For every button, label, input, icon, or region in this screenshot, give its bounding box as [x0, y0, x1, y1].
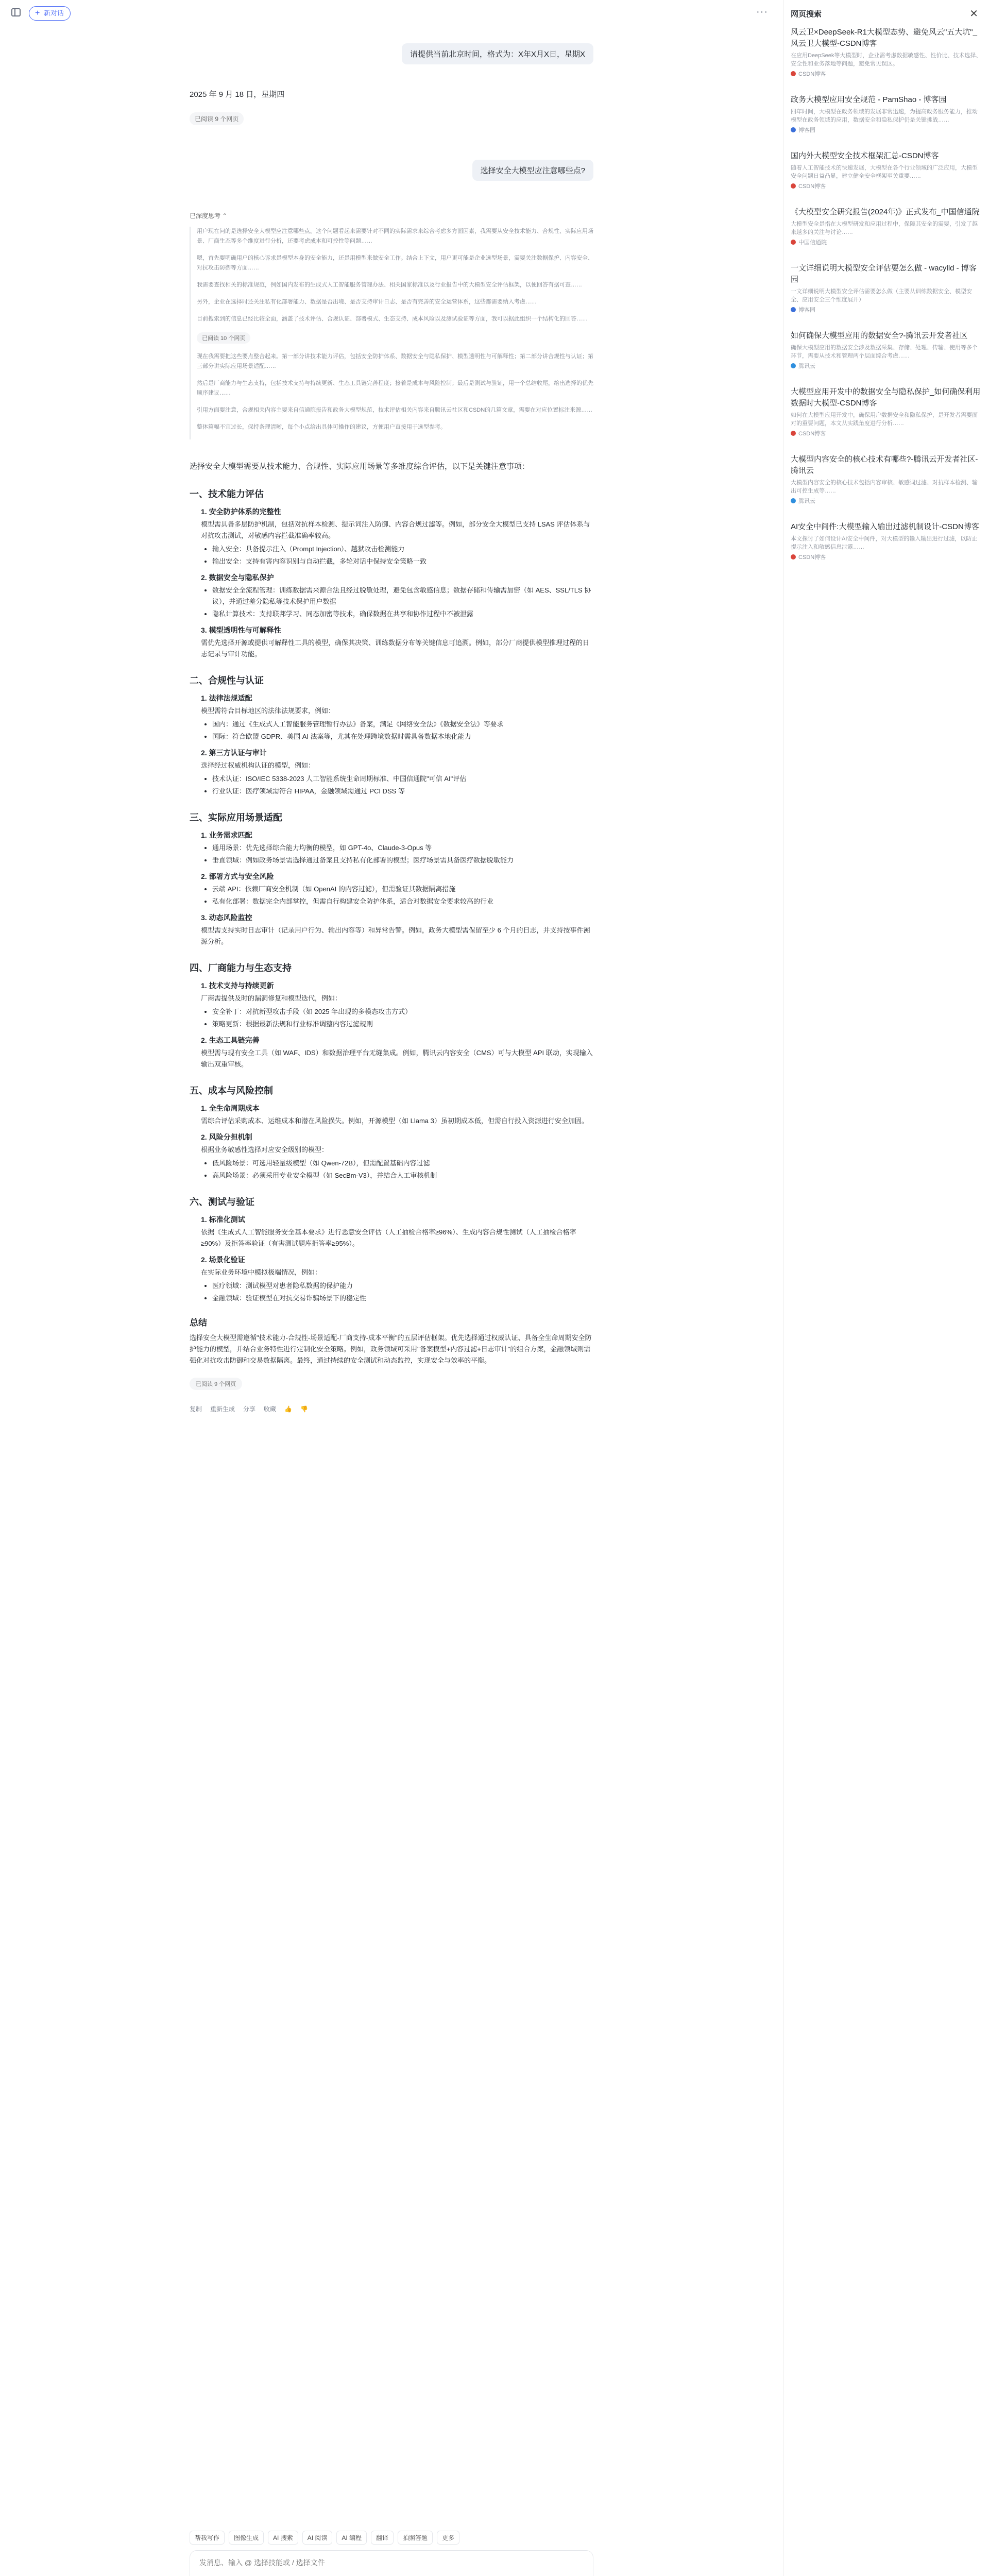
new-chat-button[interactable]: + 新对话 [29, 6, 71, 21]
quick-action-button[interactable]: 翻译 [371, 2531, 394, 2545]
result-snippet: 确保大模型应用的数据安全涉及数据采集、存储、处理、传输、使用等多个环节，需要从技术和管理两个层面综合考虑…… [791, 345, 978, 359]
sidebar-toggle-icon[interactable] [11, 8, 21, 16]
thinking-paragraph: 用户现在问的是选择安全大模型应注意哪些点。这个问题看起来需要针对不同的实际需求来综合考虑多方面因素，我需要从安全技术能力、合规性、实际应用场景、厂商生态等多个维度进行分析，还要考虑成本和可控性等问题…… [197, 228, 593, 244]
subsection-heading: 2. 风险分担机制 [201, 1133, 252, 1141]
subsection-text: 根据业务敏感性选择对应安全级别的模型： [201, 1146, 329, 1154]
source-name: CSDN博客 [798, 431, 826, 437]
bullet-list [201, 1006, 593, 1030]
subsection-heading: 1. 法律法规适配 [201, 694, 252, 702]
references-chip[interactable]: 已阅读 9 个网页 [190, 1378, 242, 1390]
quick-action-button[interactable]: 拍照答题 [398, 2531, 433, 2545]
source-logo-icon [791, 307, 796, 312]
subsection-heading: 1. 全生命周期成本 [201, 1104, 260, 1112]
bullet-item: • 隐私计算技术：支持联邦学习、同态加密等技术，确保数据在共享和协作过程中不被泄露 [212, 608, 593, 620]
user-message: 请提供当前北京时间，格式为：X年X月X日，星期X [402, 43, 593, 64]
subsection-text: 模型需支持实时日志审计（记录用户行为、输出内容等）和异常告警。例如，政务大模型需保留至少 6 个月的日志，并支持按事件溯源分析。 [201, 926, 590, 945]
panel-title: 网页搜索 [791, 9, 822, 19]
thinking-paragraph: 另外，企业在选择时还关注私有化部署能力、数据是否出境、是否支持审计日志、是否有完善的安全运营体系，这些都需要纳入考虑…… [197, 299, 537, 305]
quick-action-button[interactable]: AI 搜索 [268, 2531, 298, 2545]
bullet-item: • 输出安全：支持有害内容识别与自动拦截，多轮对话中保持安全策略一致 [212, 556, 593, 567]
quick-action-button[interactable]: AI 阅读 [302, 2531, 333, 2545]
subsection-heading: 2. 部署方式与安全风险 [201, 872, 274, 880]
search-result[interactable] [791, 454, 982, 505]
subsection-heading: 2. 数据安全与隐私保护 [201, 573, 274, 582]
summary-title: 总结 [190, 1318, 207, 1328]
subsection-text: 厂商需提供及时的漏洞修复和模型迭代，例如： [201, 994, 342, 1002]
section-heading: 一、技术能力评估 [190, 489, 264, 499]
thinking-paragraph: 目前搜索到的信息已经比较全面，涵盖了技术评估、合规认证、部署模式、生态支持、成本风险以及测试验证等方面，我可以据此组织一个结构化的回答…… [197, 316, 588, 322]
result-source [791, 182, 982, 190]
quick-action-button[interactable]: 图像生成 [229, 2531, 264, 2545]
thinking-paragraph: 引用方面要注意，合规相关内容主要来自信通院报告和政务大模型规范，技术评估相关内容来自腾讯云社区和CSDN的几篇文章，需要在对应位置标注来源…… [197, 407, 593, 413]
bullet-item: • 垂直领域：例如政务场景需选择通过备案且支持私有化部署的模型；医疗场景需具备医疗数据脱敏能力 [212, 855, 593, 866]
message-action-button[interactable]: 👍 [284, 1405, 293, 1413]
top-bar [0, 0, 783, 27]
result-title: 国内外大模型安全技术框架汇总-CSDN博客 [791, 151, 939, 160]
source-logo-icon [791, 498, 796, 503]
search-result[interactable] [791, 521, 982, 561]
bullet-item: • 云端 API：依赖厂商安全机制（如 OpenAI 的内容过滤），但需验证其数据隔离措施 [212, 884, 593, 895]
result-snippet: 如何在大模型应用开发中，确保用户数据安全和隐私保护，是开发者需要面对的重要问题，本文从实践角度进行分析…… [791, 412, 978, 427]
bullet-item: • 国际：符合欧盟 GDPR、美国 AI 法案等，尤其在处理跨境数据时需具备数据本地化能力 [212, 731, 593, 742]
subsection-text: 需综合评估采购成本、运维成本和潜在风险损失。例如，开源模型（如 Llama 3）虽初期成本低，但需自行投入资源进行安全加固。 [201, 1117, 588, 1125]
bullet-item: • 高风险场景：必须采用专业安全模型（如 SecBm-V3），并结合人工审核机制 [212, 1170, 593, 1181]
source-logo-icon [791, 554, 796, 560]
section-heading: 三、实际应用场景适配 [190, 812, 282, 823]
thinking-paragraph: 然后是厂商能力与生态支持，包括技术支持与持续更新、生态工具链完善程度；接着是成本与风险控制；最后是测试与验证，用一个总结收尾，给出选择的优先顺序建议…… [197, 380, 593, 396]
bullet-list [201, 773, 593, 797]
result-title: 政务大模型应用安全规范 - PamShao - 博客园 [791, 95, 947, 104]
source-name: CSDN博客 [798, 183, 826, 190]
source-logo-icon [791, 363, 796, 368]
quick-action-button[interactable]: 更多 [437, 2531, 459, 2545]
references-chip[interactable]: 已阅读 9 个网页 [190, 112, 244, 125]
source-name: CSDN博客 [798, 71, 826, 77]
result-snippet: 一文详细说明大模型安全评估需要怎么做（主要从训练数据安全、模型安全、应用安全三个维度展开） [791, 289, 972, 303]
quick-actions [190, 2531, 459, 2545]
source-name: 博客园 [798, 127, 815, 133]
bullet-item: • 技术认证：ISO/IEC 5338-2023 人工智能系统生命周期标准、中国信通院"可信 AI"评估 [212, 773, 593, 785]
bullet-list [201, 884, 593, 907]
message-action-button[interactable]: 👎 [300, 1405, 308, 1413]
result-title: 一文详细说明大模型安全评估要怎么做 - wacylld - 博客园 [791, 264, 977, 284]
thinking-content [190, 227, 593, 439]
result-source [791, 306, 982, 314]
message-action-button[interactable]: 复制 [190, 1405, 202, 1413]
result-source [791, 497, 982, 505]
message-actions [190, 1404, 593, 1413]
search-result[interactable] [791, 94, 982, 134]
assistant-date-answer: 2025 年 9 月 18 日，星期四 [190, 90, 285, 99]
search-result[interactable] [791, 207, 982, 246]
subsection-text: 模型需符合目标地区的法律法规要求，例如： [201, 707, 335, 715]
search-result[interactable] [791, 330, 982, 370]
result-snippet: 四年时间，大模型在政务领域的发展非常迅速，为提高政务服务能力，推动模型在政务领域的应用，数据安全和隐私保护仍是关键挑战…… [791, 109, 978, 123]
message-input[interactable] [198, 2558, 582, 2567]
result-snippet: 本文探讨了如何设计AI安全中间件，对大模型的输入输出进行过滤，以防止提示注入和敏感信息泄露…… [791, 536, 978, 550]
bullet-item: • 国内：通过《生成式人工智能服务管理暂行办法》备案，满足《网络安全法》《数据安全法》等要求 [212, 719, 593, 730]
source-logo-icon [791, 71, 796, 76]
references-chip[interactable]: 已阅读 10 个网页 [197, 332, 250, 344]
result-source [791, 553, 982, 561]
subsection-heading: 1. 技术支持与持续更新 [201, 981, 274, 990]
bullet-list [201, 1280, 593, 1304]
result-snippet: 大模型安全是指在大模型研发和应用过程中，保障其安全的需要，引发了越来越多的关注与讨论…… [791, 221, 978, 235]
section-heading: 六、测试与验证 [190, 1197, 254, 1207]
subsection-text: 模型需与现有安全工具（如 WAF、IDS）和数据治理平台无缝集成。例如，腾讯云内容安全（CMS）可与大模型 API 联动，实现输入输出双重审核。 [201, 1049, 593, 1068]
subsection-heading: 3. 动态风险监控 [201, 913, 252, 922]
result-source [791, 126, 982, 134]
source-logo-icon [791, 240, 796, 245]
panel-header [783, 0, 989, 27]
thinking-paragraph: 整体篇幅不宜过长，保持条理清晰，每个小点给出具体可操作的建议，方便用户直接用于选型参考。 [197, 424, 446, 430]
result-snippet: 在应用DeepSeek等大模型时，企业需考虑数据敏感性、性价比、技术选择、安全性和业务落地等问题，避免常见误区。 [791, 53, 982, 67]
bullet-item: • 通用场景：优先选择综合能力均衡的模型，如 GPT-4o、Claude-3-Opus 等 [212, 842, 593, 854]
bullet-list [201, 842, 593, 866]
message-action-button[interactable]: 重新生成 [210, 1405, 235, 1413]
subsection-heading: 1. 安全防护体系的完整性 [201, 507, 281, 516]
subsection-heading: 2. 场景化验证 [201, 1256, 245, 1264]
assistant-answer [190, 460, 593, 1413]
search-result[interactable] [791, 386, 982, 437]
section-heading: 二、合规性与认证 [190, 675, 264, 686]
bullet-item: • 医疗领域：测试模型对患者隐私数据的保护能力 [212, 1280, 593, 1292]
subsection-text: 选择经过权威机构认证的模型，例如： [201, 761, 315, 769]
user-message: 选择安全大模型应注意哪些点? [472, 160, 593, 181]
result-title: 风云卫×DeepSeek-R1大模型态势、避免风云"五大坑"_风云卫大模型-CSDN博客 [791, 28, 977, 48]
summary-text: 选择安全大模型需遵循"技术能力-合规性-场景适配-厂商支持-成本平衡"的五层评估框架。优先选择通过权威认证、具备全生命周期安全防护能力的模型，并结合业务特性进行定制化安全策略。例如，政务领域可采用"备案模型+内容过滤+日志审计"的组合方案，金融领域则需强化对抗攻击防御和交易数据隔离。最终，通过持续的安全测试和动态监控，实现安全与效率的平衡。 [190, 1334, 592, 1364]
source-name: 腾讯云 [798, 498, 815, 504]
subsection-heading: 1. 标准化测试 [201, 1215, 245, 1224]
result-source [791, 70, 982, 78]
result-snippet: 随着人工智能技术的快速发展，大模型在各个行业领域的广泛应用，大模型安全问题日益凸显，建立健全安全框架至关重要…… [791, 165, 978, 179]
source-logo-icon [791, 127, 796, 132]
source-name: 博客园 [798, 307, 815, 313]
result-title: 《大模型安全研究报告(2024年)》正式发布_中国信通院 [791, 208, 980, 216]
answer-intro: 选择安全大模型需要从技术能力、合规性、实际应用场景等多维度综合评估，以下是关键注意事项： [190, 462, 530, 471]
source-logo-icon [791, 431, 796, 436]
result-title: 大模型应用开发中的数据安全与隐私保护_如何确保利用数据时大模型-CSDN博客 [791, 387, 981, 408]
source-name: 腾讯云 [798, 363, 815, 369]
bullet-item: • 策略更新：根据最新法规和行业标准调整内容过滤规则 [212, 1019, 593, 1030]
bullet-list [201, 585, 593, 620]
more-options-icon[interactable]: ··· [756, 6, 768, 18]
bullet-item: • 输入安全：具备提示注入（Prompt Injection）、越狱攻击检测能力 [212, 544, 593, 555]
thinking-paragraph: 我需要查找相关的标准规范，例如国内发布的生成式人工智能服务管理办法、相关国家标准以及行业报告中的大模型安全评估框架，以便回答有据可查…… [197, 282, 582, 288]
bullet-item: • 低风险场景：可选用轻量级模型（如 Qwen-72B），但需配置基础内容过滤 [212, 1158, 593, 1169]
deep-thinking-toggle[interactable]: 已深度思考 ⌃ [190, 212, 228, 219]
subsection-heading: 1. 业务需求匹配 [201, 831, 252, 839]
bullet-list [201, 544, 593, 567]
bullet-item: • 金融领域：验证模型在对抗交易诈骗场景下的稳定性 [212, 1293, 593, 1304]
source-name: 中国信通院 [798, 240, 827, 246]
result-source [791, 429, 982, 437]
source-logo-icon [791, 183, 796, 189]
result-source [791, 362, 982, 370]
bullet-item: • 安全补丁：对抗新型攻击手段（如 2025 年出现的多模态攻击方式） [212, 1006, 593, 1018]
subsection-heading: 2. 生态工具链完善 [201, 1036, 260, 1044]
section-heading: 四、厂商能力与生态支持 [190, 963, 292, 973]
bullet-item: • 行业认证：医疗领域需符合 HIPAA，金融领域需通过 PCI DSS 等 [212, 786, 593, 797]
web-search-panel [783, 0, 989, 2576]
quick-action-button[interactable]: AI 编程 [336, 2531, 367, 2545]
subsection-text: 在实际业务环境中模拟极端情况，例如： [201, 1268, 322, 1276]
bullet-list [201, 1158, 593, 1181]
subsection-heading: 2. 第三方认证与审计 [201, 749, 267, 757]
source-name: CSDN博客 [798, 554, 826, 561]
result-source [791, 238, 982, 246]
search-result[interactable] [791, 27, 982, 78]
composer [190, 2550, 593, 2576]
quick-action-button[interactable]: 帮我写作 [190, 2531, 225, 2545]
bullet-item: • 数据安全全流程管理：训练数据需来源合法且经过脱敏处理，避免包含敏感信息；数据存储和传输需加密（如 AES、SSL/TLS 协议），并通过差分隐私等技术保护用户数据 [212, 585, 593, 607]
subsection-heading: 3. 模型透明性与可解释性 [201, 626, 281, 634]
message-action-button[interactable]: 收藏 [264, 1405, 277, 1413]
search-result[interactable] [791, 263, 982, 314]
subsection-text: 依据《生成式人工智能服务安全基本要求》进行恶意安全评估（人工抽检合格率≥96%）、生成内容合规性测试（人工抽检合格率≥90%）及拒答率验证（有害测试题库拒答率≥95%）。 [201, 1228, 576, 1247]
thinking-paragraph: 现在我需要把这些要点整合起来。第一部分讲技术能力评估，包括安全防护体系、数据安全与隐私保护、模型透明性与可解释性；第二部分讲合规性与认证；第三部分讲实际应用场景适配…… [197, 353, 593, 369]
bullet-list [201, 719, 593, 742]
result-snippet: 大模型内容安全的核心技术包括内容审核、敏感词过滤、对抗样本检测、输出可控生成等…… [791, 480, 978, 494]
search-results [783, 27, 989, 561]
section-heading: 五、成本与风险控制 [190, 1086, 273, 1096]
search-result[interactable] [791, 150, 982, 190]
result-title: 大模型内容安全的核心技术有哪些?-腾讯云开发者社区-腾讯云 [791, 455, 978, 475]
subsection-text: 需优先选择开源或提供可解释性工具的模型，确保其决策、训练数据分布等关键信息可追溯。例如，部分厂商提供模型推理过程的日志记录与审计功能。 [201, 639, 590, 658]
result-title: 如何确保大模型应用的数据安全?-腾讯云开发者社区 [791, 331, 968, 340]
result-title: AI安全中间件:大模型输入输出过滤机制设计-CSDN博客 [791, 522, 979, 531]
close-icon[interactable]: ✕ [969, 8, 978, 20]
thinking-paragraph: 嗯，首先要明确用户的核心诉求是模型本身的安全能力，还是用模型来做安全工作。结合上下文，用户更可能是企业选型场景，需要关注数据保护、内容安全、对抗攻击防御等方面…… [197, 255, 593, 271]
message-action-button[interactable]: 分享 [243, 1405, 256, 1413]
bullet-item: • 私有化部署：数据完全内部掌控，但需自行构建安全防护体系，适合对数据安全要求较高的行业 [212, 896, 593, 907]
subsection-text: 模型需具备多层防护机制，包括对抗样本检测、提示词注入防御、内容合规过滤等。例如，部分安全大模型已支持 LSAS 评估体系与对抗攻击测试，对敏感内容拦截准确率较高。 [201, 520, 590, 539]
